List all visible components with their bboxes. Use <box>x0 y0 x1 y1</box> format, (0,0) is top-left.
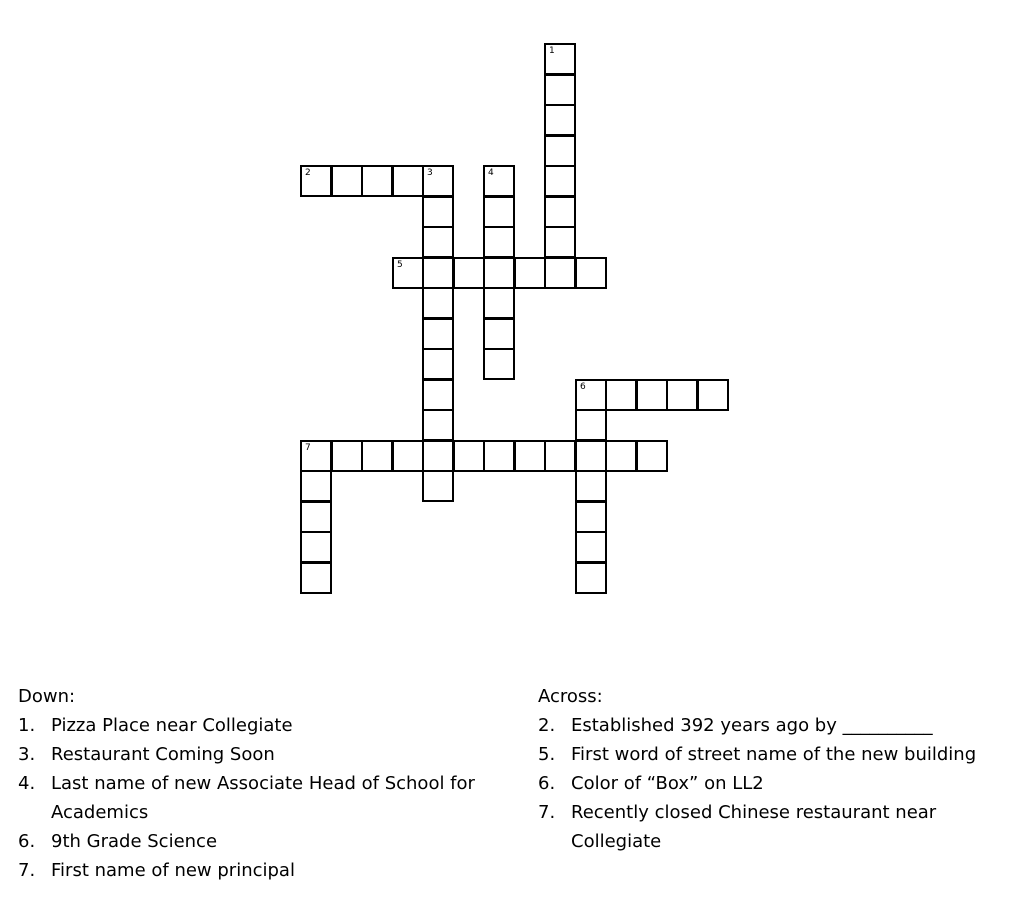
grid-cell[interactable] <box>331 440 363 472</box>
grid-cell[interactable] <box>666 379 698 411</box>
grid-cell[interactable] <box>453 440 485 472</box>
down-clue-item <box>18 711 498 740</box>
down-clue-item <box>18 856 498 885</box>
grid-cell[interactable] <box>575 257 607 289</box>
across-clue-item <box>538 711 1018 740</box>
grid-cell[interactable] <box>575 562 607 594</box>
down-clue-item <box>18 827 498 856</box>
grid-cell[interactable] <box>422 379 454 411</box>
grid-cell[interactable] <box>300 531 332 563</box>
cell-number: 4 <box>488 168 494 178</box>
grid-cell[interactable] <box>392 440 424 472</box>
grid-cell[interactable] <box>453 257 485 289</box>
grid-cell[interactable] <box>422 226 454 258</box>
grid-cell[interactable] <box>636 379 668 411</box>
grid-cell[interactable] <box>544 196 576 228</box>
down-clue-item <box>18 740 498 769</box>
clue-text: Last name of new Associate Head of School for Academics <box>51 773 475 823</box>
down-clue-item <box>18 769 498 827</box>
clue-number: 4. <box>18 773 36 794</box>
grid-cell[interactable] <box>544 440 576 472</box>
cell-number: 1 <box>549 46 555 56</box>
grid-cell[interactable] <box>575 501 607 533</box>
grid-cell[interactable] <box>483 165 515 197</box>
grid-cell[interactable] <box>544 104 576 136</box>
grid-cell[interactable] <box>605 379 637 411</box>
grid-cell[interactable] <box>422 318 454 350</box>
grid-cell[interactable] <box>575 470 607 502</box>
grid-cell[interactable] <box>422 348 454 380</box>
across-clue-item <box>538 769 1018 798</box>
clue-text: First name of new principal <box>51 860 295 881</box>
grid-cell[interactable] <box>483 287 515 319</box>
cell-number: 7 <box>305 443 311 453</box>
grid-cell[interactable] <box>514 440 546 472</box>
grid-cell[interactable] <box>422 196 454 228</box>
down-clues-section <box>18 682 498 885</box>
grid-cell[interactable] <box>392 165 424 197</box>
grid-cell[interactable] <box>483 257 515 289</box>
grid-cell[interactable] <box>575 409 607 441</box>
grid-cell[interactable] <box>483 226 515 258</box>
grid-cell[interactable] <box>361 440 393 472</box>
clue-text: 9th Grade Science <box>51 831 218 852</box>
grid-cell[interactable] <box>575 379 607 411</box>
across-clue-item <box>538 740 1018 769</box>
grid-cell[interactable] <box>422 440 454 472</box>
grid-cell[interactable] <box>544 226 576 258</box>
clue-text: Established 392 years ago by __________ <box>571 715 933 736</box>
clue-number: 6. <box>18 831 36 852</box>
grid-cell[interactable] <box>636 440 668 472</box>
grid-cell[interactable] <box>483 348 515 380</box>
grid-cell[interactable] <box>300 440 332 472</box>
clue-number: 2. <box>538 715 556 736</box>
grid-cell[interactable] <box>422 257 454 289</box>
grid-cell[interactable] <box>483 196 515 228</box>
grid-cell[interactable] <box>422 165 454 197</box>
clue-text: Restaurant Coming Soon <box>51 744 275 765</box>
clue-number: 7. <box>538 802 556 823</box>
grid-cell[interactable] <box>300 562 332 594</box>
clue-text: Pizza Place near Collegiate <box>51 715 293 736</box>
grid-cell[interactable] <box>544 165 576 197</box>
grid-cell[interactable] <box>422 287 454 319</box>
clue-number: 3. <box>18 744 36 765</box>
grid-cell[interactable] <box>605 440 637 472</box>
grid-cell[interactable] <box>544 43 576 75</box>
grid-cell[interactable] <box>575 440 607 472</box>
clue-text: Color of “Box” on LL2 <box>571 773 764 794</box>
grid-cell[interactable] <box>300 501 332 533</box>
grid-cell[interactable] <box>483 440 515 472</box>
grid-cell[interactable] <box>300 470 332 502</box>
grid-cell[interactable] <box>361 165 393 197</box>
grid-cell[interactable] <box>575 531 607 563</box>
cell-number: 2 <box>305 168 311 178</box>
clue-number: 7. <box>18 860 36 881</box>
across-clue-item <box>538 798 1018 856</box>
clue-text: First word of street name of the new building <box>571 744 977 765</box>
clue-text: Recently closed Chinese restaurant near Collegiate <box>571 802 937 852</box>
clue-number: 1. <box>18 715 36 736</box>
grid-cell[interactable] <box>392 257 424 289</box>
grid-cell[interactable] <box>422 470 454 502</box>
across-clues-section <box>538 682 1018 856</box>
down-clue-list <box>18 711 498 885</box>
clue-number: 6. <box>538 773 556 794</box>
across-clue-list <box>538 711 1018 856</box>
cell-number: 5 <box>397 260 403 270</box>
grid-cell[interactable] <box>483 318 515 350</box>
grid-cell[interactable] <box>544 74 576 106</box>
grid-cell[interactable] <box>300 165 332 197</box>
grid-cell[interactable] <box>422 409 454 441</box>
cell-number: 3 <box>427 168 433 178</box>
down-heading: Down: <box>18 686 76 707</box>
grid-cell[interactable] <box>331 165 363 197</box>
grid-cell[interactable] <box>544 257 576 289</box>
grid-cell[interactable] <box>544 135 576 167</box>
across-heading: Across: <box>538 686 603 707</box>
grid-cell[interactable] <box>514 257 546 289</box>
grid-cell[interactable] <box>697 379 729 411</box>
cell-number: 6 <box>580 382 586 392</box>
clue-number: 5. <box>538 744 556 765</box>
